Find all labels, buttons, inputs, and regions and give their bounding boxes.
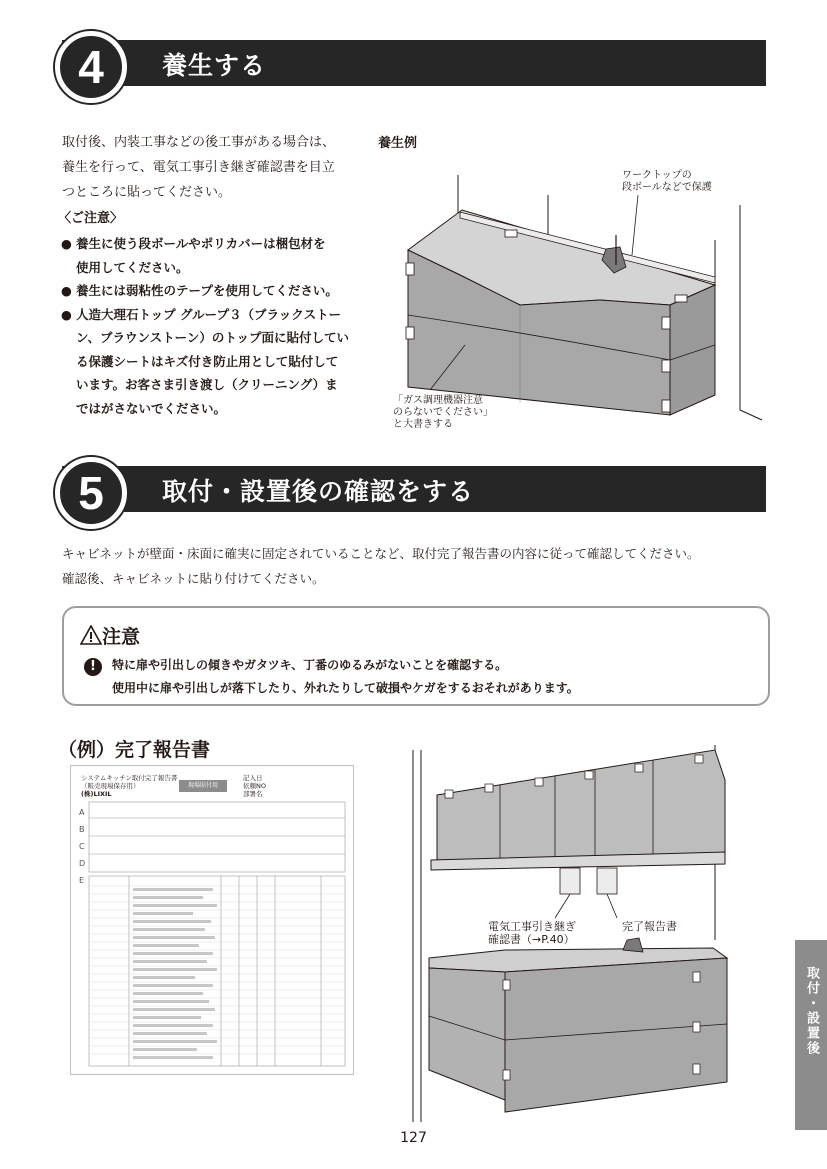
callout-completion-report: 完了報告書: [622, 920, 677, 933]
intro-line: 確認後、キャビネットに貼り付けてください。: [62, 571, 325, 586]
section5-title: 取付・設置後の確認をする: [162, 477, 475, 506]
form-row-labels: A B C D E: [79, 808, 86, 885]
warning-triangle-icon: [80, 625, 102, 645]
intro-line: 取付後、内装工事などの後工事がある場合は、: [62, 135, 336, 150]
section4-title: 養生する: [162, 51, 267, 80]
note-item: ● 養生には弱粘性のテープを使用してください。: [62, 279, 362, 303]
form-stamp-label: 現場貼付用: [179, 780, 227, 792]
note-item: ● 養生に使う段ボールやポリカバーは梱包材を 使用してください。: [62, 232, 362, 279]
side-chapter-tab: 取付・設置後: [795, 940, 827, 1130]
page-number: 127: [400, 1130, 427, 1146]
form-table-grid: [71, 766, 353, 1074]
form-title: システムキッチン取付完了報告書 （販売現場保存用） (株)LIXIL: [81, 774, 178, 798]
caution-heading: 注意: [80, 622, 140, 649]
example-heading: （例）完了報告書: [58, 739, 211, 761]
section5-number: 5: [78, 467, 104, 519]
section5-header-bar: [62, 466, 766, 512]
section5-number-badge: [55, 457, 127, 529]
callout-gas-warning: 「ガス調理機器注意 のらないでください」 と大書きする: [393, 395, 493, 430]
notes-heading: 〈ご注意〉: [58, 211, 124, 226]
section4-header-bar: [62, 40, 766, 86]
note-item: ● 人造大理石トップ グループ３（ブラックストー ン、ブラウンストーン）のトップ面に貼付してい る保護シートはキズ付き防止用として貼付して います。お客さま引き渡し（クリーニング）ま ではがさないでください。: [62, 303, 362, 421]
callout-electric-handover: 電気工事引き継ぎ 確認書（→P.40）: [488, 920, 576, 946]
figure1-label: 養生例: [378, 136, 418, 151]
section4-number-badge: [55, 31, 127, 103]
intro-line: キャビネットが壁面・床面に確実に固定されていることなど、取付完了報告書の内容に従って確認してください。: [62, 546, 700, 561]
caution-box: [62, 606, 770, 706]
intro-line: 養生を行って、電気工事引き継ぎ確認書を目立: [62, 160, 335, 175]
section5-intro: [62, 541, 772, 591]
callout-worktop: ワークトップの 段ボールなどで保護: [622, 170, 712, 193]
notes-list: [62, 232, 362, 420]
section4-intro: [62, 130, 362, 205]
caution-text: 特に扉や引出しの傾きやガタツキ、丁番のゆるみがないことを確認する。 使用中に扉や引出しが落下したり、外れたりして破損やケガをするおそれがあります。: [112, 658, 579, 695]
intro-line: つところに貼ってください。: [62, 185, 232, 200]
section4-number: 4: [78, 41, 104, 93]
form-header-right: 記入日 依頼NO 部署名: [243, 774, 266, 798]
report-form: [70, 765, 354, 1075]
exclamation-circle-icon: !: [84, 658, 102, 676]
